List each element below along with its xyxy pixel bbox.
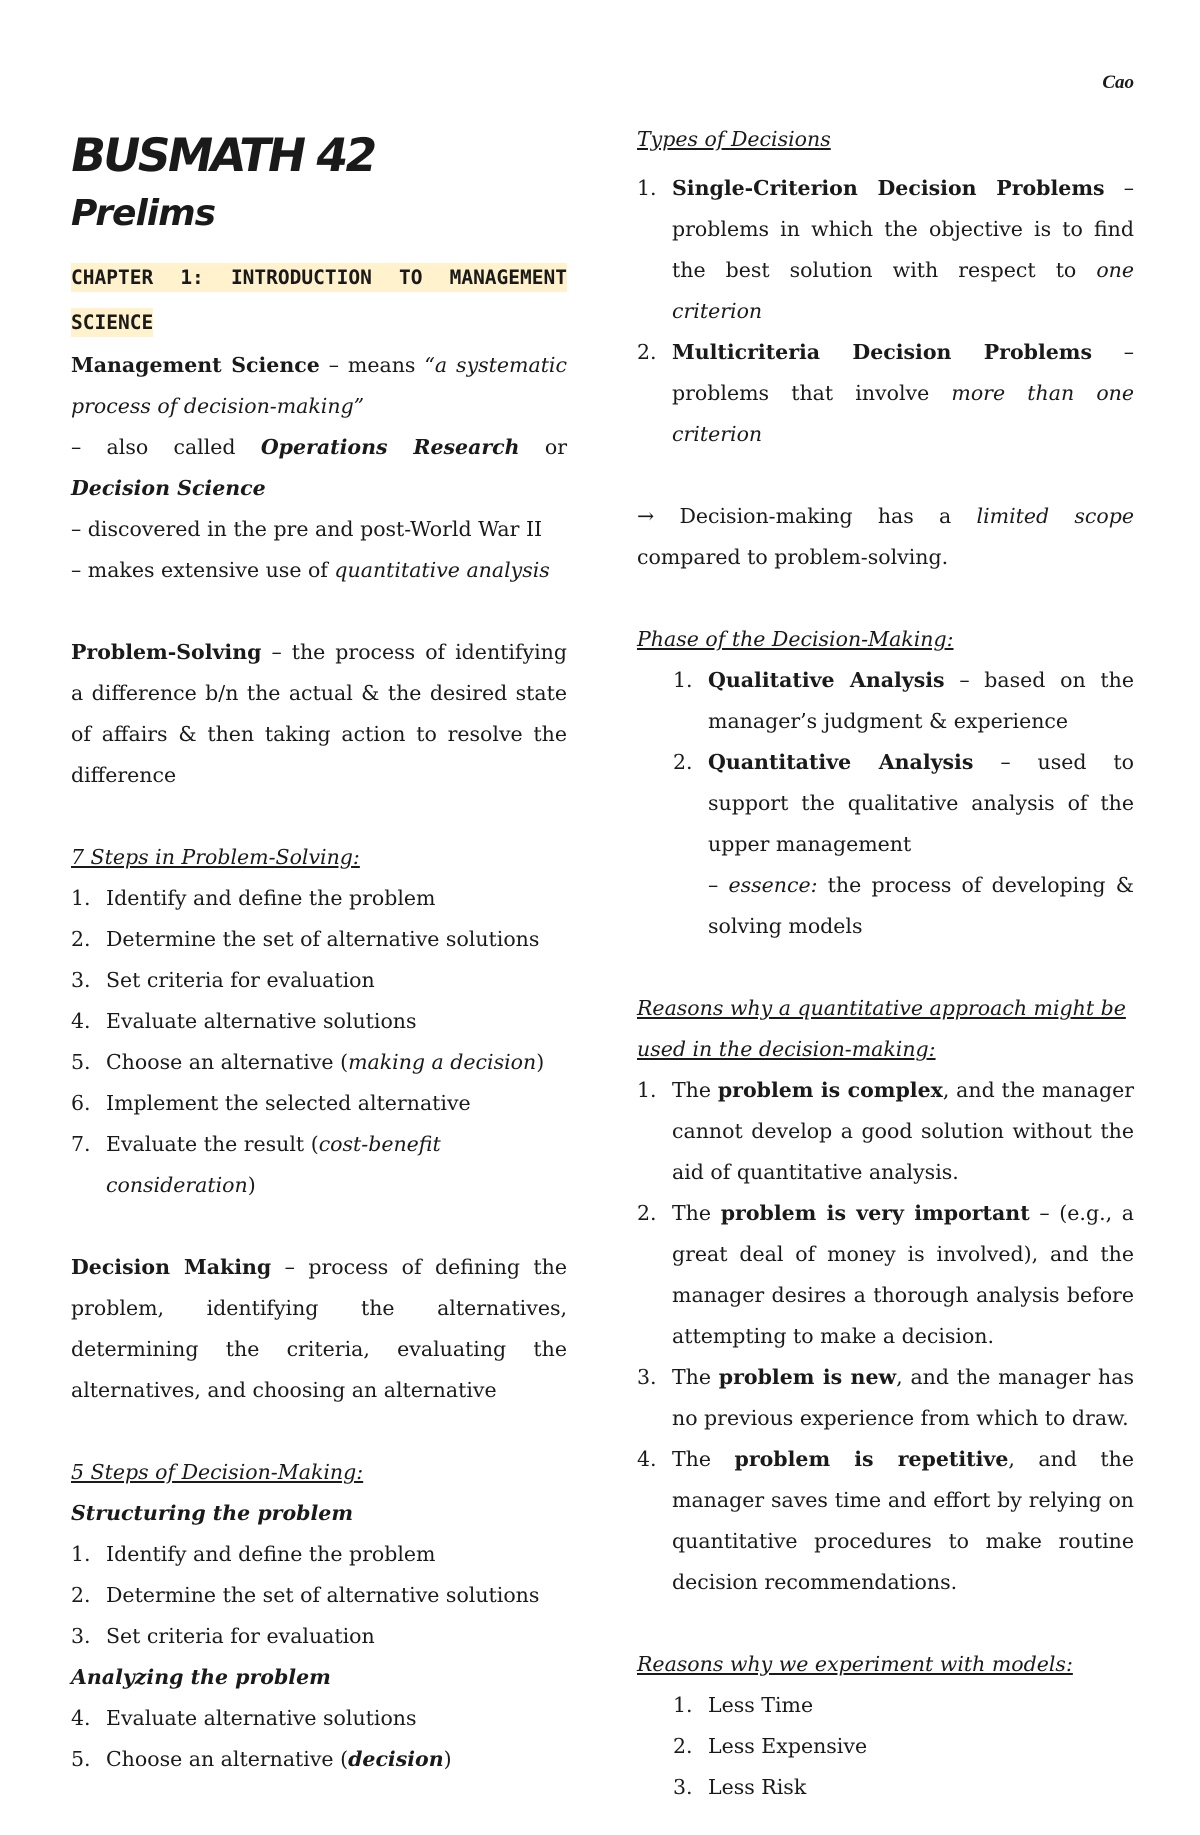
essence-note: – essence: the process of developing & solving models (708, 873, 1134, 938)
list-item: 3. Set criteria for evaluation (71, 1624, 375, 1648)
scope-note: → Decision-making has a limited scope compared to problem-solving. (637, 504, 1134, 569)
analyzing-subheading: Analyzing the problem (71, 1665, 331, 1689)
five-steps-heading: 5 Steps of Decision-Making: (71, 1460, 364, 1484)
reasons-heading: Reasons why a quantitative approach might be used in the decision-making: (637, 996, 1126, 1061)
reasons-list (637, 1070, 1134, 1603)
list-item: 7. Evaluate the result (cost-benefit consideration) (71, 1132, 441, 1197)
seven-steps-list (71, 878, 567, 1206)
phase-heading: Phase of the Decision-Making: (637, 627, 954, 651)
types-heading: Types of Decisions (637, 127, 831, 151)
list-item: 4. The problem is repetitive, and the manager saves time and effort by relying on quantitative procedures to make routine decision recommendations. (637, 1447, 1134, 1594)
structuring-subheading: Structuring the problem (71, 1501, 354, 1525)
seven-steps-heading: 7 Steps in Problem-Solving: (71, 845, 360, 869)
author-name: Cao (1102, 72, 1134, 93)
right-column (637, 127, 1134, 1808)
list-item: 2. The problem is very important – (e.g., a great deal of money is involved), and the manager desires a thorough analysis before attempting to make a decision. (637, 1201, 1135, 1348)
quantitative-line: – makes extensive use of quantitative analysis (71, 558, 550, 582)
models-heading: Reasons why we experiment with models: (637, 1652, 1073, 1676)
discovered-line: – discovered in the pre and post-World War II (71, 517, 543, 541)
course-title: BUSMATH 42 (66, 128, 380, 182)
list-item: 3. Less Risk (673, 1775, 807, 1799)
models-list (673, 1685, 1134, 1808)
list-item: 1. Single-Criterion Decision Problems – problems in which the objective is to find the best solution with respect to one criterion (637, 176, 1134, 323)
list-item: 1. Qualitative Analysis – based on the manager’s judgment & experience (673, 668, 1134, 733)
phase-list (673, 660, 1134, 947)
list-item: 3. Set criteria for evaluation (71, 968, 375, 992)
list-item: 2. Multicriteria Decision Problems – problems that involve more than one criterion (637, 340, 1135, 446)
list-item: 3. The problem is new, and the manager has no previous experience from which to draw. (637, 1365, 1134, 1430)
chapter-heading: CHAPTER 1: INTRODUCTION TO MANAGEMENT SCIENCE (71, 255, 567, 345)
management-science-definition: Management Science – means “a systematic process of decision-making” (71, 353, 567, 418)
types-list (637, 168, 1134, 455)
decision-making-definition: Decision Making – process of defining the problem, identifying the alternatives, determining the criteria, evaluating the alternatives, and choosing an alternative (71, 1255, 568, 1402)
also-called-line: – also called Operations Research or Decision Science (71, 435, 567, 500)
structuring-list (71, 1534, 567, 1657)
list-item: 1. The problem is complex, and the manager cannot develop a good solution without the aid of quantitative analysis. (637, 1078, 1135, 1184)
left-column (66, 125, 568, 1780)
list-item: 2. Determine the set of alternative solutions (71, 927, 540, 951)
course-subtitle: Prelims (71, 193, 216, 234)
list-item: 1. Identify and define the problem (71, 1542, 436, 1566)
list-item: 4. Evaluate alternative solutions (71, 1009, 417, 1033)
list-item: 6. Implement the selected alternative (71, 1091, 471, 1115)
list-item: 1. Less Time (673, 1693, 814, 1717)
list-item: 5. Choose an alternative (decision) (71, 1747, 452, 1771)
list-item: 2. Less Expensive (673, 1734, 868, 1758)
list-item: 1. Identify and define the problem (71, 886, 436, 910)
list-item: 4. Evaluate alternative solutions (71, 1706, 417, 1730)
problem-solving-definition: Problem-Solving – the process of identifying a difference b/n the actual & the desired state of affairs & then taking action to resolve the difference (71, 640, 567, 787)
analyzing-list (71, 1698, 567, 1780)
list-item: 5. Choose an alternative (making a decision) (71, 1050, 545, 1074)
list-item: 2. Determine the set of alternative solutions (71, 1583, 540, 1607)
list-item: 2. Quantitative Analysis – used to support the qualitative analysis of the upper management – essence: the process of developing & solving models (673, 742, 1134, 947)
